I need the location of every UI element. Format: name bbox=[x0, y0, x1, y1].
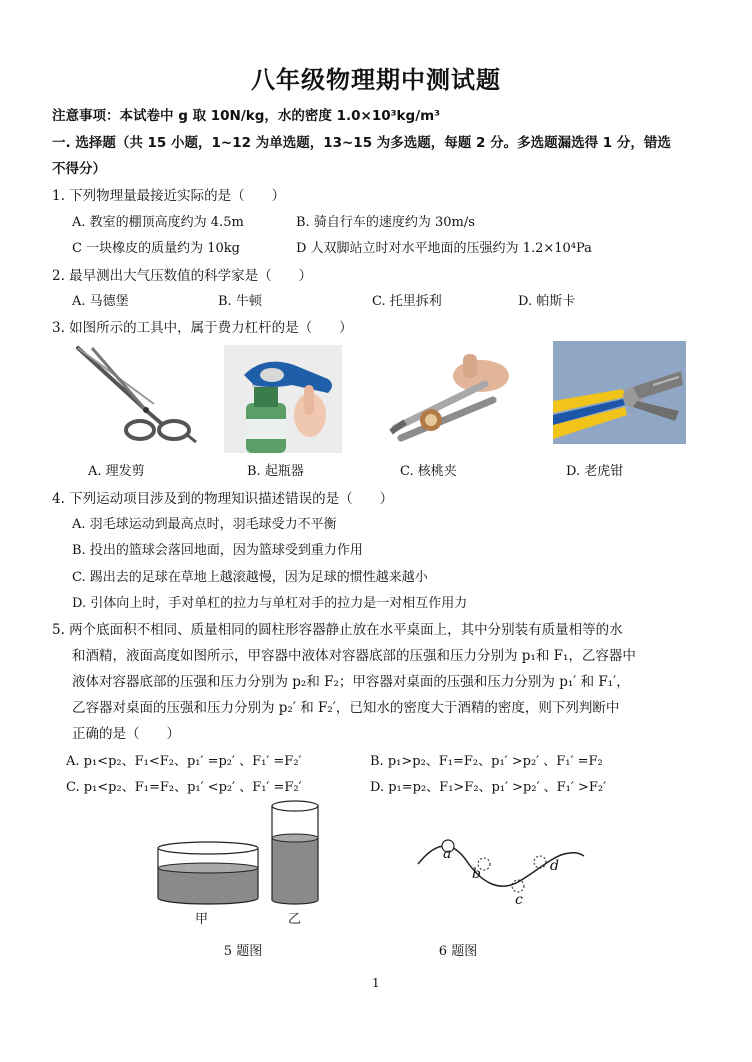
q1-stem: 1. 下列物理量最接近实际的是（ ） bbox=[52, 188, 286, 204]
notice: 注意事项：本试卷中 g 取 10N/kg，水的密度 1.0×10³kg/m³ bbox=[52, 108, 441, 124]
q3-option-a: A. 理发剪 bbox=[88, 464, 145, 479]
q2-option-a: A. 马德堡 bbox=[72, 294, 129, 309]
q5-line-2: 和酒精，液面高度如图所示，甲容器中液体对容器底部的压强和压力分别为 p₁和 F₁，乙容器中 bbox=[72, 648, 636, 664]
q2-option-d: D. 帕斯卡 bbox=[518, 294, 576, 309]
section-heading: 一. 选择题（共 15 小题，1~12 为单选题，13~15 为多选题，每题 2 分。多选题漏选得 1 分，错选 bbox=[52, 135, 671, 151]
figure-5-containers bbox=[150, 798, 330, 908]
ball-d bbox=[534, 856, 546, 868]
figure-6-caption: 6 题图 bbox=[438, 944, 478, 959]
q2-stem: 2. 最早测出大气压数值的科学家是（ ） bbox=[52, 268, 313, 284]
q5-option-a: A. p₁<p₂、F₁<F₂、p₁′ =p₂′ 、F₁′ =F₂′ bbox=[66, 754, 302, 769]
q1-option-c: C 一块橡皮的质量约为 10kg bbox=[72, 241, 240, 256]
q5-option-b: B. p₁>p₂、F₁=F₂、p₁′ >p₂′ 、F₁′ =F₂ bbox=[370, 754, 603, 769]
q2-option-c: C. 托里拆利 bbox=[372, 294, 442, 309]
q4-option-d: D. 引体向上时，手对单杠的拉力与单杠对手的拉力是一对相互作用力 bbox=[72, 596, 468, 611]
page-number: 1 bbox=[372, 976, 380, 990]
q2-option-b: B. 牛顿 bbox=[218, 294, 262, 309]
section-heading-cont: 不得分） bbox=[52, 161, 106, 177]
container-jia bbox=[158, 842, 258, 904]
q5-line-4: 乙容器对桌面的压强和压力分别为 p₂′ 和 F₂′，已知水的密度大于酒精的密度，则下列判断中 bbox=[72, 700, 620, 716]
figure-5-caption: 5 题图 bbox=[223, 944, 263, 959]
point-a-label: a bbox=[443, 846, 452, 862]
point-b-label: b bbox=[472, 866, 481, 882]
point-d-label: d bbox=[550, 858, 559, 874]
scissors-image bbox=[70, 342, 198, 446]
label-yi: 乙 bbox=[288, 912, 302, 927]
q4-option-a: A. 羽毛球运动到最高点时，羽毛球受力不平衡 bbox=[72, 517, 337, 532]
bottle-opener-image bbox=[224, 345, 342, 453]
q3-stem: 3. 如图所示的工具中，属于费力杠杆的是（ ） bbox=[52, 320, 353, 336]
q3-option-c: C. 核桃夹 bbox=[400, 464, 457, 479]
q5-option-c: C. p₁<p₂、F₁=F₂、p₁′ <p₂′ 、F₁′ =F₂′ bbox=[66, 780, 302, 795]
page-title: 八年级物理期中测试题 bbox=[251, 66, 501, 94]
q5-option-d: D. p₁=p₂、F₁>F₂、p₁′ >p₂′ 、F₁′ >F₂′ bbox=[370, 780, 607, 795]
q3-option-b: B. 起瓶器 bbox=[247, 464, 304, 479]
q4-option-c: C. 踢出去的足球在草地上越滚越慢，因为足球的惯性越来越小 bbox=[72, 570, 428, 585]
q1-option-b: B. 骑自行车的速度约为 30m/s bbox=[296, 215, 475, 230]
q1-option-d: D 人双脚站立时对水平地面的压强约为 1.2×10⁴Pa bbox=[296, 241, 592, 256]
nutcracker-image bbox=[385, 350, 513, 442]
container-yi bbox=[272, 801, 318, 904]
q3-option-d: D. 老虎钳 bbox=[566, 464, 624, 479]
q5-line-3: 液体对容器底部的压强和压力分别为 p₂和 F₂；甲容器对桌面的压强和压力分别为 p₁′ 和 F₁′， bbox=[72, 674, 630, 690]
q1-option-a: A. 教室的棚顶高度约为 4.5m bbox=[72, 215, 244, 230]
q4-option-b: B. 投出的篮球会落回地面，因为篮球受到重力作用 bbox=[72, 543, 363, 558]
q4-stem: 4. 下列运动项目涉及到的物理知识描述错误的是（ ） bbox=[52, 491, 394, 507]
pliers-image bbox=[553, 341, 686, 444]
point-c-label: c bbox=[515, 892, 523, 908]
q5-line-5: 正确的是（ ） bbox=[72, 726, 180, 742]
q5-line-1: 5. 两个底面积不相同、质量相同的圆柱形容器静止放在水平桌面上，其中分别装有质量相等的水 bbox=[52, 622, 623, 638]
figure-6-track bbox=[410, 830, 590, 910]
label-jia: 甲 bbox=[195, 912, 209, 927]
